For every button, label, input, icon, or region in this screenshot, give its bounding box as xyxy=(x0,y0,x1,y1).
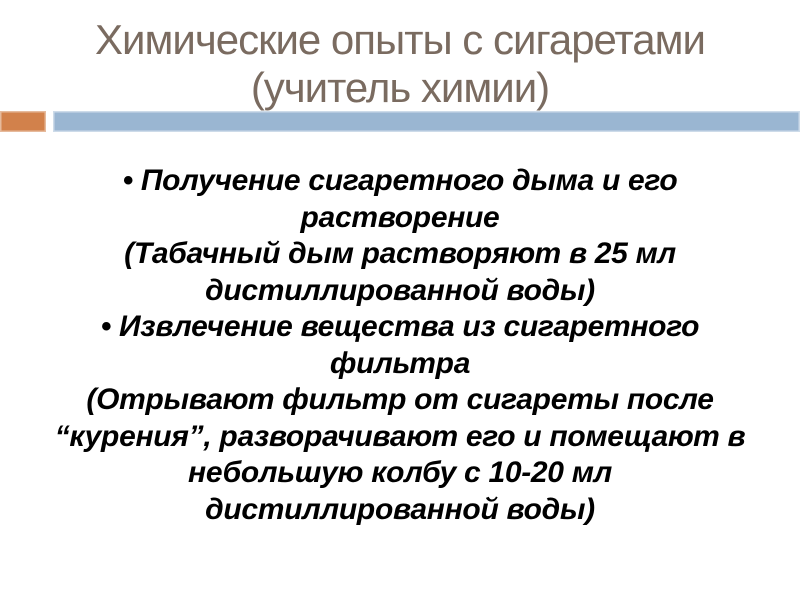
body-text xyxy=(28,163,772,528)
body-line-1: • Получение сигаретного дыма и его xyxy=(122,164,678,197)
title-divider xyxy=(0,111,800,132)
title-line-2: (учитель химии) xyxy=(250,64,550,111)
body-line-2: растворение xyxy=(300,200,500,234)
body-line-5: • Извлечение вещества из сигаретного xyxy=(100,310,700,343)
body-line-7: (Отрывают фильтр от сигареты после xyxy=(86,383,714,416)
title-line-1: Химические опыты с сигаретами xyxy=(95,16,705,63)
body-line-8: “курения”, разворачивают его и помещают в xyxy=(54,419,746,453)
body-line-9: небольшую колбу с 10-20 мл xyxy=(188,456,612,489)
body-line-4: дистиллированной воды) xyxy=(205,273,595,307)
body-line-3: (Табачный дым растворяют в 25 мл xyxy=(124,237,676,270)
divider-blue-bar xyxy=(53,111,800,132)
body-line-6: фильтра xyxy=(329,346,471,380)
slide-title xyxy=(0,16,800,112)
body-line-10: дистиллированной воды) xyxy=(205,492,595,526)
divider-orange-block xyxy=(0,111,46,132)
